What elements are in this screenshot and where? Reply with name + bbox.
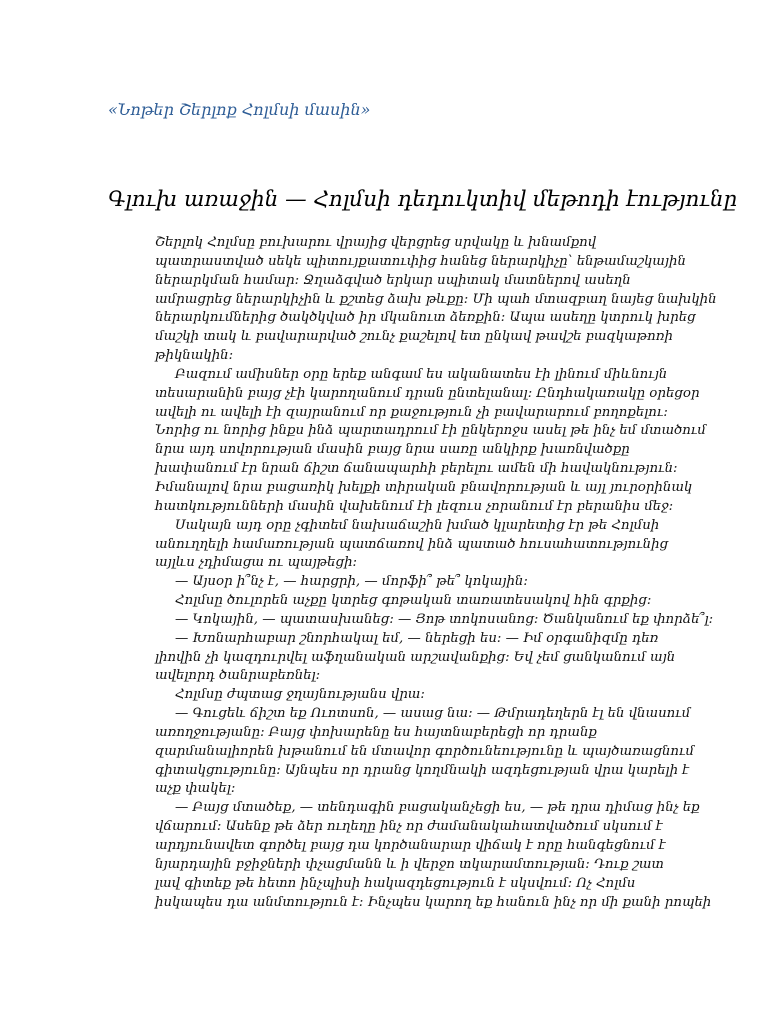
text-line: աչք փակել: bbox=[155, 781, 236, 797]
text-line: թիկնակին: bbox=[155, 348, 234, 364]
text-line: այլևս չդիմացա ու պայթեցի: bbox=[155, 555, 357, 571]
text-line: խափանում էր նրան ճիշտ ճանապարհի բերելու ամեն մի հավակնություն: bbox=[155, 461, 678, 477]
text-line: նրա այդ սովորության մասին բայց նրա սառը անկիրք խառնվածքը bbox=[155, 442, 630, 458]
text-line: — Կոկային, — պատասխանեց: — Յոթ տոկոսանոց: Ծանկանում եք փորձե՞լ: bbox=[175, 611, 714, 627]
text-line: ներարկման համար: Ջղաձգված երկար սպիտակ մատներով ասեղն bbox=[155, 272, 631, 288]
text-line: մաշկի տակ և բավարարված շունչ քաշելով ետ ընկավ թավշե բազկաթոռի bbox=[155, 329, 673, 345]
text-line: լավ գիտեք թե հետո ինչպիսի հակազդեցություն է սկսվում: Ոչ Հոլմս bbox=[155, 875, 636, 891]
body-text bbox=[155, 234, 720, 912]
chapter-title: Գլուխ առաջին — Հոլմսի դեդուկտիվ մեթոդի էությունը bbox=[108, 187, 738, 212]
text-line: առողջությանը: Բայց փոխարենը ես հայտնաբերեցի որ դրանք bbox=[155, 724, 597, 740]
text-line: ներարկումներից ծակծկված իր մկանուտ ձեռքին: Ապա ասեղը կտրուկ խրեց bbox=[155, 310, 696, 326]
text-line: գիտակցությունը: Այնպես որ դրանց կողմնակի ազդեցության վրա կարելի է bbox=[155, 762, 690, 778]
book-title: «Նոթեր Շերլոք Հոլմսի մասին» bbox=[108, 100, 371, 119]
text-line: — Գուցեև ճիշտ եք Ուոտսոն, — ասաց նա: — Թմրադեղերն էլ են վնասում bbox=[175, 706, 691, 722]
text-line: ավելորդ ծանրաբեռնել: bbox=[155, 668, 321, 684]
text-line: Հոլմսը ծուլորեն աչքը կտրեց գոթական տառատեսակով հին գրքից: bbox=[175, 593, 652, 609]
text-line: Հոլմսը ժպտաց ջղայնությանս վրա: bbox=[175, 687, 425, 703]
text-line: Իմանալով նրա բացառիկ խելքի տիրական բնավորության և այլ յուրօրինակ bbox=[155, 479, 693, 495]
text-line: զարմանալիորեն խթանում են մտավոր գործունեությունը և պայծառացնում bbox=[155, 743, 695, 759]
text-line: տեսարանին բայց չէի կարողանում դրան ընտելանալ: Ընդհակառակը օրեցօր bbox=[155, 385, 700, 401]
text-line: արդյունավետ գործել բայց դա կործանարար վիճակ է որը հանգեցնում է bbox=[155, 838, 666, 853]
text-line: Սակայն այդ օրը չգիտեմ նախաճաշին խմած կլարետից էր թե Հոլմսի bbox=[175, 517, 660, 533]
text-line: — Այսօր ի՞նչ է, — հարցրի, — մորֆի՞ թե՞ կոկային: bbox=[175, 574, 528, 590]
text-line: Բազում ամիսներ օրը երեք անգամ ես ականատես էի լինում միևնույն bbox=[175, 366, 668, 382]
text-line: Շերլոկ Հոլմսը բուխարու վրայից վերցրեց սրվակը և խնամքով bbox=[155, 235, 597, 250]
text-line: իսկապես դա անմտություն է: Ինչպես կարող եք հանուն ինչ որ մի քանի րոպեի bbox=[155, 894, 712, 910]
text-line: հատկությունների մասին վախենում էի լեզուս չորանում էր բերանիս մեջ: bbox=[155, 498, 674, 514]
text-line: ամրացրեց ներարկիչին և քշտեց ձախ թևքը: Մի պահ մտազբաղ նայեց նախկին bbox=[155, 291, 717, 307]
text-line: նյարդային բջիջների փչացմանն և ի վերջո տկարամտության: Դուք շատ bbox=[155, 856, 664, 872]
text-line: ավելի ու ավելի էի զայրանում որ քաջություն չի բավարարում բողոքելու: bbox=[155, 404, 668, 420]
text-line: անուղղելի համառության պատճառով ինձ պատած հուսահատությունից bbox=[155, 536, 669, 552]
text-line: վճարում: Ասենք թե ձեր ուղեղը ինչ որ ժամանակահատվածում սկսում է bbox=[155, 819, 663, 835]
text-line: — Խոնարհաբար շնորհակալ եմ, — ներեցի ես: — Իմ օրգանիզմը դեռ bbox=[175, 630, 659, 646]
text-line: — Բայց մտածեք, — տենդագին բացականչեցի ես, — թե դրա դիմաց ինչ եք bbox=[175, 800, 700, 816]
text-line: Նորից ու նորից ինքս ինձ պարտադրում էի ընկերոջս ասել թե ինչ եմ մտածում bbox=[155, 423, 706, 439]
text-line: լիովին չի կազդուրվել աֆղանական արշավանքից: Եվ չեմ ցանկանում այն bbox=[155, 649, 676, 665]
text-line: պատրաստված սեկե պիտույքատուփից հանեց ներարկիչը՝ ենթամաշկային bbox=[155, 253, 686, 269]
